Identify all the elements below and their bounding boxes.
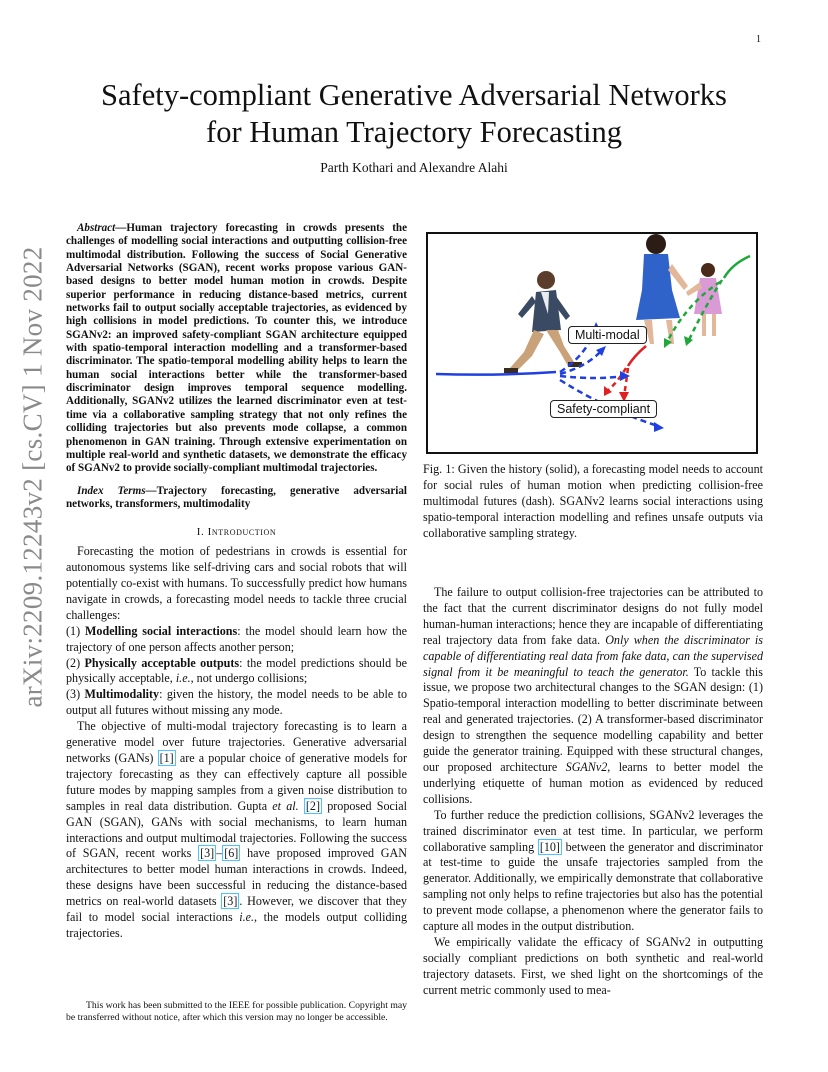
citation-link[interactable]: [3] (200, 846, 215, 861)
text-run: – (216, 846, 223, 861)
text-emphasis: et al. (272, 798, 299, 813)
text-run: . However, we discover that they fail to model social interactions (66, 894, 407, 925)
history-red (628, 346, 646, 366)
abstract-text: —Human trajectory forecasting in crowds presents the challenges of modelling social interactions and outputting collision-free multimodal distribution. Following the success of Social Generative Adversarial Networks (SGAN), recent works propose various GAN-based designs to better model human motion in crowds. Despite superior performance in reducing distance-based metrics, current networks fail to output socially acceptable trajectories, as evidenced by high collisions in model predictions. To counter this, we introduce SGANv2: an improved safety-compliant SGAN architecture equipped with spatio-temporal interaction modelling and a transformer-based discriminator. The spatio-temporal modelling ability helps to learn the human social interactions better while the transformer-based discriminator design improves temporal sequence modelling. Additionally, SGANv2 utilizes the learned discriminator even at test-time via a collaborative sampling strategy that not only refines the colliding trajectories but also prevents mode collapse, a common phenomenon in GAN training. Through extensive experimentation on multiple real-world and synthetic datasets, we demonstrate the efficacy of SGANv2 to provide socially-compliant multimodal trajectories. (66, 222, 407, 475)
abstract (66, 222, 407, 476)
text-emphasis: Only when the discriminator is capable of differentiating real data from fake data, can the supervised signal from it be meaningful to teach the generator. (423, 632, 763, 679)
text-run: proposed Social GAN (SGAN), GANs with social mechanisms, to learn human interactions and output multimodal trajectories. Following the success of SGAN, recent works (66, 798, 407, 861)
index-terms-text: —Trajectory forecasting, generative adversarial networks, transformers, multimodality (66, 484, 407, 510)
text-run: To tackle this issue, we propose two architectural changes to the SGAN design: (1) Spatio-temporal interaction modelling to better discriminate between real and generated trajectories. (2) A transformer-based discriminator design to strengthen the sequence modelling capability and better guide the generator training. Equipped with these structural changes, our proposed architecture (423, 664, 763, 774)
item-term: Modelling social interactions (85, 623, 238, 638)
item-text: , not undergo collisions; (190, 671, 308, 686)
text-run: , the models output colliding trajectories. (66, 910, 407, 940)
citation-link[interactable]: [6] (224, 846, 239, 861)
history-blue (436, 372, 556, 375)
text-run: between the generator and discriminator at test-time to guide the unsafe trajectories sampled from the generator. Additionally, we empirically demonstrate that collaborative sampling not only helps to refine trajectories but also has the potential to prevent mode collapse, a phenomenon where the generator fails to capture all modes in the output distribution. (423, 839, 763, 934)
citation-link[interactable]: [2] (305, 798, 320, 813)
challenge-item-3 (66, 687, 407, 719)
text-emphasis: SGANv2 (565, 759, 608, 774)
footnote: This work has been submitted to the IEEE for possible publication. Copyright may be transferred without notice, after which this version may no longer be accessible. (66, 1000, 407, 1023)
figure-caption: Fig. 1: Given the history (solid), a forecasting model needs to account for social rules of human motion when predicting collision-free multimodal futures (dash). SGANv2 learns social interactions using spatio-temporal interaction modelling and refines unsafe outputs via collaborative sampling strategy. (423, 462, 763, 540)
left-column (66, 222, 407, 942)
index-terms-lead: Index Terms (77, 484, 146, 497)
challenge-item-1 (66, 624, 407, 656)
item-number: (3) (66, 687, 85, 702)
citation-link[interactable]: [10] (539, 839, 560, 854)
arxiv-identifier-text: arXiv:2209.12243v2 [cs.CV] 1 Nov 2022 (17, 246, 48, 708)
citation-link[interactable]: [1] (159, 751, 174, 765)
child-figure (686, 263, 722, 336)
text-run: The objective of multi-modal trajectory forecasting is to learn a generative model over future trajectories. Generative adversarial networks (GANs) (66, 719, 407, 765)
text-run: have proposed improved GAN architectures to better model human interactions in crowds. Indeed, these designs have been successful in reducing the distance-based metrics on real-world datasets (66, 846, 408, 909)
challenge-item-2 (66, 656, 407, 688)
text-run: are a popular choice of generative models for trajectory forecasting as they can effectively capture all possible future modes by mapping samples from a given noise distribution to samples in real data distribution. Gupta (66, 751, 407, 813)
right-column (423, 585, 763, 999)
citation-link[interactable]: [3] (223, 894, 238, 909)
item-term: Physically acceptable outputs (84, 655, 240, 670)
paper-title (0, 77, 828, 151)
right-paragraph-2 (423, 808, 763, 935)
figure-1 (426, 232, 758, 454)
text-emphasis: i.e. (239, 910, 255, 925)
page-number: 1 (756, 34, 761, 45)
section-heading-introduction: I. Introduction (196, 526, 277, 539)
intro-paragraph-1: Forecasting the motion of pedestrians in crowds is essential for autonomous systems like self-driving cars and social robots that will potentially co-exist with humans. To successfully predict how humans navigate in crowds, a forecasting model needs to tackle three crucial challenges: (66, 544, 407, 622)
right-paragraph-1 (423, 585, 763, 808)
text-run: , learns to better model the underlying etiquette of human motion as evidenced by reduced collisions. (423, 759, 763, 806)
index-terms (66, 485, 407, 512)
safety-compliant-label: Safety-compliant (550, 400, 657, 418)
item-number: (2) (66, 655, 85, 670)
item-text: : the model should learn how the trajectory of one person affects another person; (66, 623, 408, 654)
item-number: (1) (66, 623, 85, 638)
item-text: : the model predictions should be physically acceptable, (66, 655, 407, 686)
title-line-1: Safety-compliant Generative Adversarial Networks (101, 78, 727, 112)
walking-man-figure (504, 271, 582, 373)
item-emphasis: i.e. (175, 671, 191, 686)
title-line-2: for Human Trajectory Forecasting (206, 115, 622, 149)
authors: Parth Kothari and Alexandre Alahi (320, 160, 508, 175)
abstract-lead: Abstract (77, 222, 116, 234)
future-blue-3 (560, 376, 624, 378)
item-text: : given the history, the model needs to be able to output all futures without missing any mode. (66, 687, 408, 718)
multimodal-label: Multi-modal (568, 326, 647, 344)
text-run: To further reduce the prediction collisions, SGANv2 leverages the trained discriminator even at test time. In particular, we perform collaborative sampling (423, 807, 763, 854)
history-green (724, 256, 750, 278)
item-term: Multimodality (84, 687, 160, 702)
right-paragraph-3: We empirically validate the efficacy of SGANv2 in outputting socially compliant predictions on both synthetic and real-world trajectory datasets. First, we shed light on the shortcomings of the current metric commonly used to mea- (423, 934, 763, 997)
intro-paragraph-2 (66, 719, 407, 942)
future-red-1 (606, 368, 626, 392)
text-run: The failure to output collision-free trajectories can be attributed to the fact that the current discriminator designs do not fully model human-human interactions; hence they are incapable of differentiating real trajectory data from fake data. (423, 585, 763, 647)
